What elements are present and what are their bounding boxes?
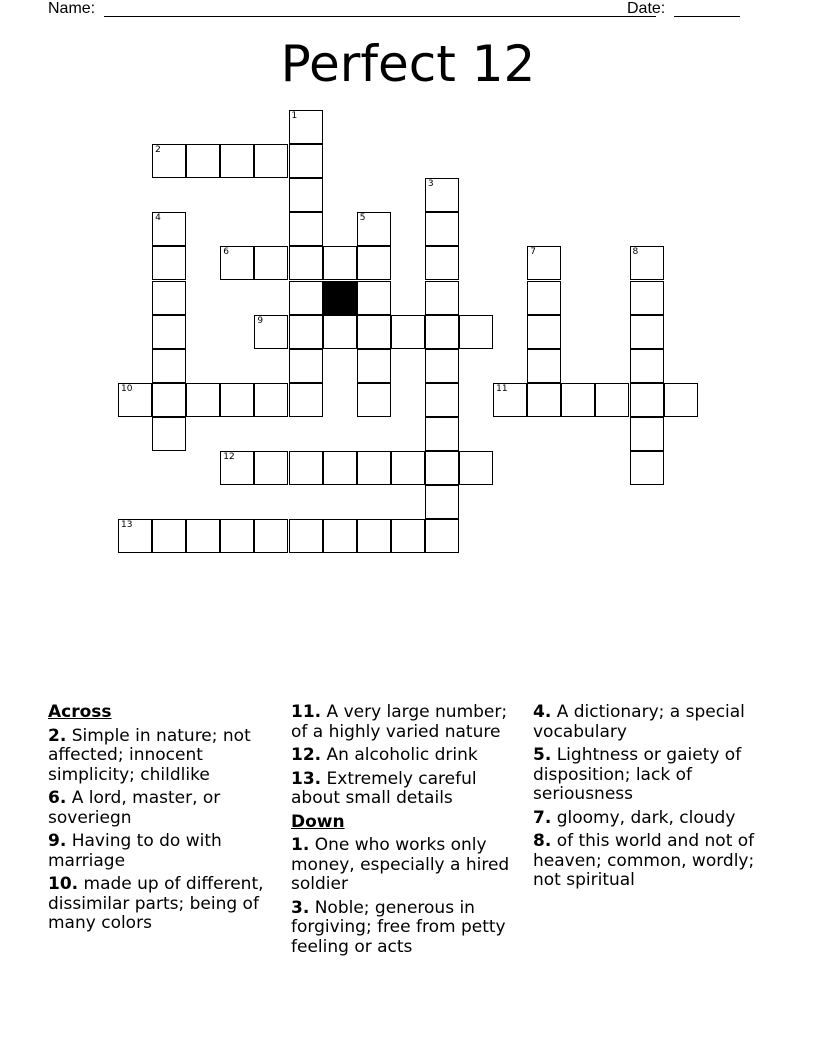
grid-cell[interactable] xyxy=(289,178,323,212)
grid-cell[interactable] xyxy=(289,349,323,383)
clue-number: 8. xyxy=(533,831,552,851)
cell-number: 6 xyxy=(223,247,230,258)
grid-cell-10[interactable] xyxy=(118,383,152,417)
grid-cell[interactable] xyxy=(254,246,288,280)
cell-number: 8 xyxy=(632,247,639,258)
grid-cell[interactable] xyxy=(425,451,459,485)
clue-number: 5. xyxy=(533,745,552,765)
clue-down-3 xyxy=(291,899,526,958)
cell-number: 3 xyxy=(427,179,434,190)
grid-cell[interactable] xyxy=(425,417,459,451)
grid-cell[interactable] xyxy=(289,383,323,417)
clue-text: Noble; generous in forgiving; free from petty feeling or acts xyxy=(291,897,506,957)
grid-cell[interactable] xyxy=(152,383,186,417)
clue-across-11 xyxy=(291,703,526,742)
grid-cell[interactable] xyxy=(561,383,595,417)
grid-cell[interactable] xyxy=(357,315,391,349)
clues-column-3 xyxy=(533,703,763,895)
grid-cell[interactable] xyxy=(323,451,357,485)
cell-number: 1 xyxy=(291,111,298,121)
clue-text: A lord, master, or soveriegn xyxy=(48,788,221,828)
cell-number: 4 xyxy=(155,213,161,224)
grid-cell[interactable] xyxy=(289,281,323,315)
grid-cell[interactable] xyxy=(186,519,220,553)
grid-cell[interactable] xyxy=(630,281,664,315)
clue-number: 6. xyxy=(48,788,67,808)
clue-across-12 xyxy=(291,746,526,766)
grid-cell[interactable] xyxy=(186,144,220,178)
clue-number: 4. xyxy=(533,702,552,722)
clue-text: of this world and not of heaven; common, wordly; not spiritual xyxy=(533,831,755,890)
grid-cell[interactable] xyxy=(152,281,186,315)
grid-cell[interactable] xyxy=(425,246,459,280)
clue-number: 1. xyxy=(291,835,310,855)
page-title: Perfect 12 xyxy=(280,35,536,93)
grid-cell[interactable] xyxy=(323,519,357,553)
grid-cell[interactable] xyxy=(289,144,323,178)
clue-across-10 xyxy=(48,875,278,934)
clue-text: Lightness or gaiety of disposition; lack of seriousness xyxy=(533,745,742,804)
cell-number: 2 xyxy=(155,145,161,156)
grid-cell[interactable] xyxy=(186,383,220,417)
grid-cell[interactable] xyxy=(630,315,664,349)
date-label: Date: xyxy=(627,0,666,17)
grid-cell-2[interactable] xyxy=(152,144,186,178)
grid-cell[interactable] xyxy=(425,519,459,553)
name-label: Name: xyxy=(48,0,96,17)
clue-down-1 xyxy=(291,836,526,895)
clue-text: Having to do with marriage xyxy=(48,831,222,871)
grid-cell-4[interactable] xyxy=(152,212,186,246)
clue-number: 11. xyxy=(291,702,322,722)
clue-number: 3. xyxy=(291,897,310,918)
grid-cell[interactable] xyxy=(289,451,323,485)
grid-cell[interactable] xyxy=(391,451,425,485)
clue-number: 7. xyxy=(533,807,552,828)
grid-cell[interactable] xyxy=(254,451,288,485)
grid-cell[interactable] xyxy=(220,383,254,417)
clue-across-9 xyxy=(48,832,278,871)
clue-text: Extremely careful about small details xyxy=(291,768,477,808)
grid-cell[interactable] xyxy=(425,212,459,246)
grid-cell[interactable] xyxy=(323,315,357,349)
cell-number: 9 xyxy=(257,315,264,326)
cell-number: 10 xyxy=(121,383,133,394)
grid-cell-5[interactable] xyxy=(357,212,391,246)
grid-cell-9[interactable] xyxy=(254,315,288,349)
clues-column-2 xyxy=(291,703,526,961)
cell-number: 11 xyxy=(496,383,508,394)
grid-cell[interactable] xyxy=(152,519,186,553)
cell-number: 5 xyxy=(359,213,366,224)
clue-number: 10. xyxy=(48,874,79,894)
grid-cell[interactable] xyxy=(152,315,186,349)
grid-cell[interactable] xyxy=(527,315,561,349)
grid-cell[interactable] xyxy=(357,451,391,485)
clue-down-4 xyxy=(533,703,763,742)
grid-cell[interactable] xyxy=(425,383,459,417)
clue-text: One who works only money, especially a hired soldier xyxy=(291,835,510,894)
cell-number: 12 xyxy=(223,452,235,462)
across-heading: Across xyxy=(48,702,112,722)
clue-number: 13. xyxy=(291,768,322,789)
grid-cell[interactable] xyxy=(527,281,561,315)
grid-cell[interactable] xyxy=(425,349,459,383)
grid-cell[interactable] xyxy=(152,349,186,383)
grid-cell[interactable] xyxy=(289,315,323,349)
grid-cell[interactable] xyxy=(289,246,323,280)
clue-number: 2. xyxy=(48,725,67,746)
clue-down-5 xyxy=(533,746,763,805)
grid-cell[interactable] xyxy=(527,349,561,383)
clue-down-7 xyxy=(533,809,763,829)
clue-text: made up of different, dissimilar parts; being of many colors xyxy=(48,874,264,933)
grid-cell[interactable] xyxy=(357,519,391,553)
grid-cell[interactable] xyxy=(357,349,391,383)
clue-text: Simple in nature; not affected; innocent simplicity; childlike xyxy=(48,725,251,785)
grid-cell-11[interactable] xyxy=(493,383,527,417)
grid-cell[interactable] xyxy=(357,281,391,315)
clue-across-13 xyxy=(291,770,526,809)
grid-cell-6[interactable] xyxy=(220,246,254,280)
grid-cell[interactable] xyxy=(630,451,664,485)
grid-cell[interactable] xyxy=(459,451,493,485)
grid-cell[interactable] xyxy=(152,246,186,280)
grid-cell-1[interactable] xyxy=(289,110,323,144)
grid-cell[interactable] xyxy=(220,144,254,178)
grid-cell[interactable] xyxy=(527,383,561,417)
grid-cell-13[interactable] xyxy=(118,519,152,553)
grid-cell[interactable] xyxy=(630,383,664,417)
grid-cell[interactable] xyxy=(425,485,459,519)
grid-cell[interactable] xyxy=(289,519,323,553)
grid-cell[interactable] xyxy=(254,519,288,553)
grid-cell[interactable] xyxy=(323,246,357,280)
grid-cell-12[interactable] xyxy=(220,451,254,485)
grid-cell[interactable] xyxy=(630,417,664,451)
grid-cell-8[interactable] xyxy=(630,246,664,280)
clue-down-8 xyxy=(533,832,763,891)
grid-cell[interactable] xyxy=(254,144,288,178)
clue-text: A dictionary; a special vocabulary xyxy=(533,702,745,742)
clue-text: A very large number; of a highly varied nature xyxy=(291,702,508,742)
cell-number: 7 xyxy=(530,247,536,258)
clue-across-6 xyxy=(48,789,278,828)
black-cell xyxy=(323,281,357,315)
grid-cell[interactable] xyxy=(357,383,391,417)
down-heading: Down xyxy=(291,811,345,832)
grid-cell[interactable] xyxy=(425,281,459,315)
grid-cell-7[interactable] xyxy=(527,246,561,280)
grid-cell[interactable] xyxy=(630,349,664,383)
clue-text: An alcoholic drink xyxy=(326,745,478,765)
clue-text: gloomy, dark, cloudy xyxy=(556,807,736,828)
grid-cell[interactable] xyxy=(664,383,698,417)
clue-number: 9. xyxy=(48,831,67,851)
grid-cell[interactable] xyxy=(289,212,323,246)
grid-cell[interactable] xyxy=(357,246,391,280)
clue-number: 12. xyxy=(291,745,322,765)
clue-across-2 xyxy=(48,727,278,786)
grid-cell-3[interactable] xyxy=(425,178,459,212)
grid-cell[interactable] xyxy=(425,315,459,349)
cell-number: 13 xyxy=(121,520,133,531)
grid-cell[interactable] xyxy=(152,417,186,451)
grid-cell[interactable] xyxy=(220,519,254,553)
grid-cell[interactable] xyxy=(459,315,493,349)
grid-cell[interactable] xyxy=(391,519,425,553)
clues-column-1 xyxy=(48,703,278,938)
grid-cell[interactable] xyxy=(595,383,629,417)
grid-cell[interactable] xyxy=(254,383,288,417)
grid-cell[interactable] xyxy=(391,315,425,349)
